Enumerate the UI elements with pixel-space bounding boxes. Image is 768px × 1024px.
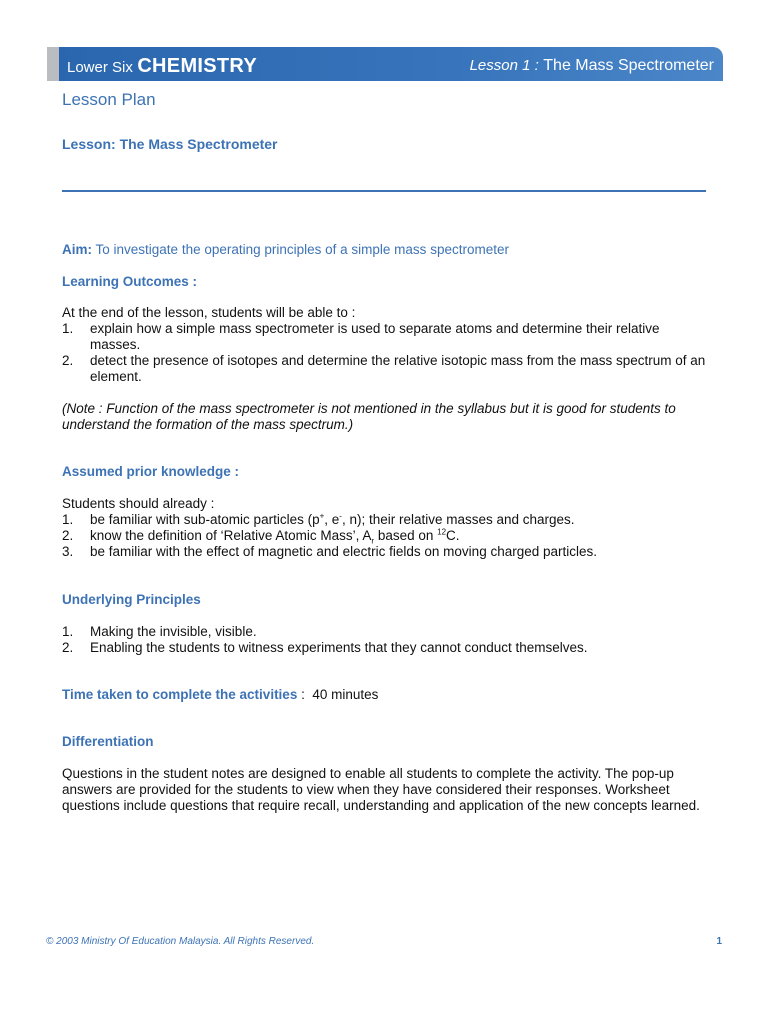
list-text: detect the presence of isotopes and determine the relative isotopic mass from the mass spectrum of an element. — [90, 353, 706, 384]
learning-outcomes-heading-text: Learning Outcomes : — [62, 274, 198, 289]
page-number: 1 — [716, 936, 722, 947]
underlying-principles-list — [62, 624, 710, 656]
list-number: 1. — [62, 512, 74, 527]
underlying-principles-heading-text: Underlying Principles — [62, 592, 201, 607]
time-taken-separator: : — [297, 687, 313, 702]
prior-knowledge-list — [62, 512, 710, 560]
list-number: 1. — [62, 624, 74, 639]
list-item — [62, 624, 710, 640]
copyright-notice: © 2003 Ministry Of Education Malaysia. All Rights Reserved. — [46, 936, 315, 947]
list-text: explain how a simple mass spectrometer is used to separate atoms and determine their relative masses. — [90, 321, 660, 352]
aim-label: Aim: — [62, 242, 92, 257]
lesson-banner-title — [470, 57, 714, 75]
learning-outcomes-heading — [62, 274, 710, 290]
differentiation-text: Questions in the student notes are designed to enable all students to complete the activity. The pop-up answers are provided for the students to view when they have considered their responses. Worksheet questions include questions that require recall, understanding and application of the new concepts learned. — [62, 766, 700, 813]
syllabus-note: (Note : Function of the mass spectrometer is not mentioned in the syllabus but it is good for students to understand the formation of the mass spectrum.) — [62, 401, 676, 432]
list-text: be familiar with sub-atomic particles (p+, e-, n); their relative masses and charges. — [90, 511, 575, 527]
heading-divider — [62, 190, 706, 192]
prior-knowledge-body — [62, 496, 710, 560]
differentiation-heading — [62, 734, 710, 750]
list-number: 3. — [62, 544, 74, 559]
course-prefix: Lower Six — [67, 59, 133, 76]
course-title — [67, 55, 257, 78]
aim-section — [62, 242, 710, 258]
page-title: Lesson Plan — [62, 90, 156, 109]
prior-knowledge-heading-text: Assumed prior knowledge : — [62, 464, 240, 479]
time-taken — [62, 687, 710, 703]
lesson-heading: Lesson: The Mass Spectrometer — [62, 136, 278, 152]
list-item — [62, 544, 710, 560]
list-text: know the definition of ‘Relative Atomic Mass’, $A_r$ based on $^{12}$C. — [90, 527, 460, 546]
list-text: Making the invisible, visible. — [90, 624, 257, 639]
prior-knowledge-heading — [62, 464, 710, 480]
list-item — [62, 353, 710, 385]
prior-knowledge-intro: Students should already : — [62, 496, 215, 511]
header-banner-stripe — [47, 47, 59, 81]
list-item — [62, 512, 710, 528]
learning-outcomes-intro: At the end of the lesson, students will be able to : — [62, 305, 356, 320]
list-text: be familiar with the effect of magnetic and electric fields on moving charged particles. — [90, 544, 598, 559]
course-subject: CHEMISTRY — [137, 55, 258, 77]
list-item — [62, 528, 710, 544]
list-item — [62, 321, 710, 353]
time-taken-label: Time taken to complete the activities — [62, 687, 298, 702]
list-text: Enabling the students to witness experiments that they cannot conduct themselves. — [90, 640, 588, 655]
list-item — [62, 640, 710, 656]
underlying-principles-heading — [62, 592, 710, 608]
lesson-label: Lesson 1 : — [469, 57, 539, 74]
underlying-principles-body — [62, 624, 710, 656]
differentiation-heading-text: Differentiation — [62, 734, 154, 749]
time-taken-value: 40 minutes — [312, 687, 379, 702]
aim-text: To investigate the operating principles of a simple mass spectrometer — [95, 242, 509, 257]
list-number: 2. — [62, 640, 74, 655]
learning-outcomes-body — [62, 305, 710, 385]
list-number: 1. — [62, 321, 74, 336]
list-number: 2. — [62, 353, 74, 368]
learning-outcomes-list — [62, 321, 710, 385]
lesson-banner-name: The Mass Spectrometer — [543, 57, 714, 74]
list-number: 2. — [62, 528, 74, 543]
